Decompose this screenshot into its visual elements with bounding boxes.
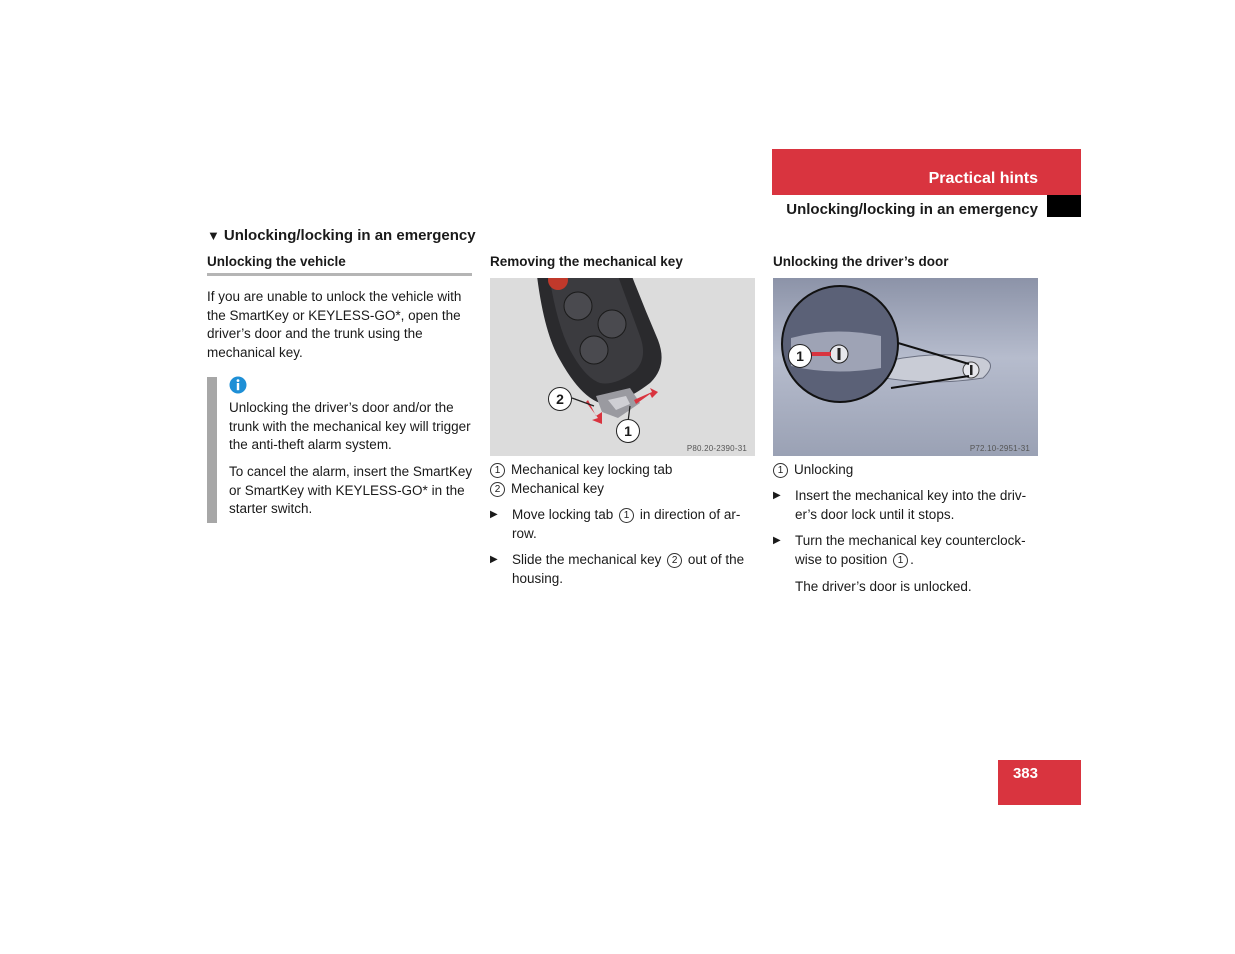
step-text: in direction of ar-row. <box>512 507 741 541</box>
step-text: Slide the mechanical key <box>512 552 662 567</box>
step-text: out of the housing. <box>512 552 745 586</box>
col3-result: The driver’s door is unlocked. <box>795 579 972 594</box>
col3-legend <box>773 461 1038 480</box>
col3-heading: Unlocking the driver’s door <box>773 254 949 269</box>
col2-legend <box>490 461 755 498</box>
bullet-arrow-icon: ▶ <box>773 490 781 501</box>
bullet-arrow-icon: ▶ <box>490 554 498 565</box>
door-illustration <box>773 278 1038 456</box>
inline-number: 1 <box>619 508 634 523</box>
section-title: Unlocking/locking in an emergency <box>786 201 1038 218</box>
legend-item <box>773 461 1038 480</box>
figure-code: P80.20-2390-31 <box>686 444 747 453</box>
step-text: Turn the mechanical key counterclock-wise to position <box>795 533 1026 567</box>
figure-key-removal <box>490 278 755 456</box>
callout-2: 2 <box>548 387 572 411</box>
col1-heading-underline <box>207 273 472 276</box>
main-heading <box>207 227 476 244</box>
step-text: . <box>910 551 914 567</box>
figure-code: P72.10-2951-31 <box>969 444 1030 453</box>
callout-1: 1 <box>788 344 812 368</box>
legend-number: 2 <box>490 482 505 497</box>
legend-text: Mechanical key <box>511 480 605 496</box>
section-tab-marker <box>1047 195 1081 217</box>
step-text: Move locking tab <box>512 507 614 522</box>
col2-step-1 <box>490 506 755 543</box>
col1-heading: Unlocking the vehicle <box>207 254 346 269</box>
legend-item <box>490 480 755 499</box>
inline-number: 2 <box>667 553 682 568</box>
triangle-down-icon: ▼ <box>207 228 220 243</box>
page-number: 383 <box>1012 765 1038 782</box>
col3-step-1 <box>773 487 1038 524</box>
inline-number: 1 <box>893 553 908 568</box>
note-bar <box>207 377 217 523</box>
figure-door-lock <box>773 278 1038 456</box>
legend-text: Mechanical key locking tab <box>511 462 673 477</box>
callout-1: 1 <box>616 419 640 443</box>
info-icon <box>229 376 247 394</box>
legend-item <box>490 461 755 480</box>
note-paragraph-2: To cancel the alarm, insert the SmartKey or SmartKey with KEYLESS-GO* in the starter switch. <box>229 464 473 517</box>
bullet-arrow-icon: ▶ <box>490 509 498 520</box>
step-text: Insert the mechanical key into the driv-er’s door lock until it stops. <box>795 488 1027 522</box>
note-paragraph-1: Unlocking the driver’s door and/or the trunk with the mechanical key will trigger the anti-theft alarm system. <box>229 400 471 453</box>
legend-number: 1 <box>773 463 788 478</box>
chapter-title: Practical hints <box>928 170 1038 187</box>
legend-text: Unlocking <box>794 462 854 477</box>
col1-body: If you are unable to unlock the vehicle with the SmartKey or KEYLESS-GO*, open the driver’s door and the trunk using the mechanical key. <box>207 289 462 361</box>
legend-number: 1 <box>490 463 505 478</box>
col3-step-2 <box>773 532 1038 569</box>
bullet-arrow-icon: ▶ <box>773 535 781 546</box>
col2-step-2 <box>490 551 755 588</box>
col2-heading: Removing the mechanical key <box>490 254 683 269</box>
main-heading-text: Unlocking/locking in an emergency <box>223 227 476 244</box>
